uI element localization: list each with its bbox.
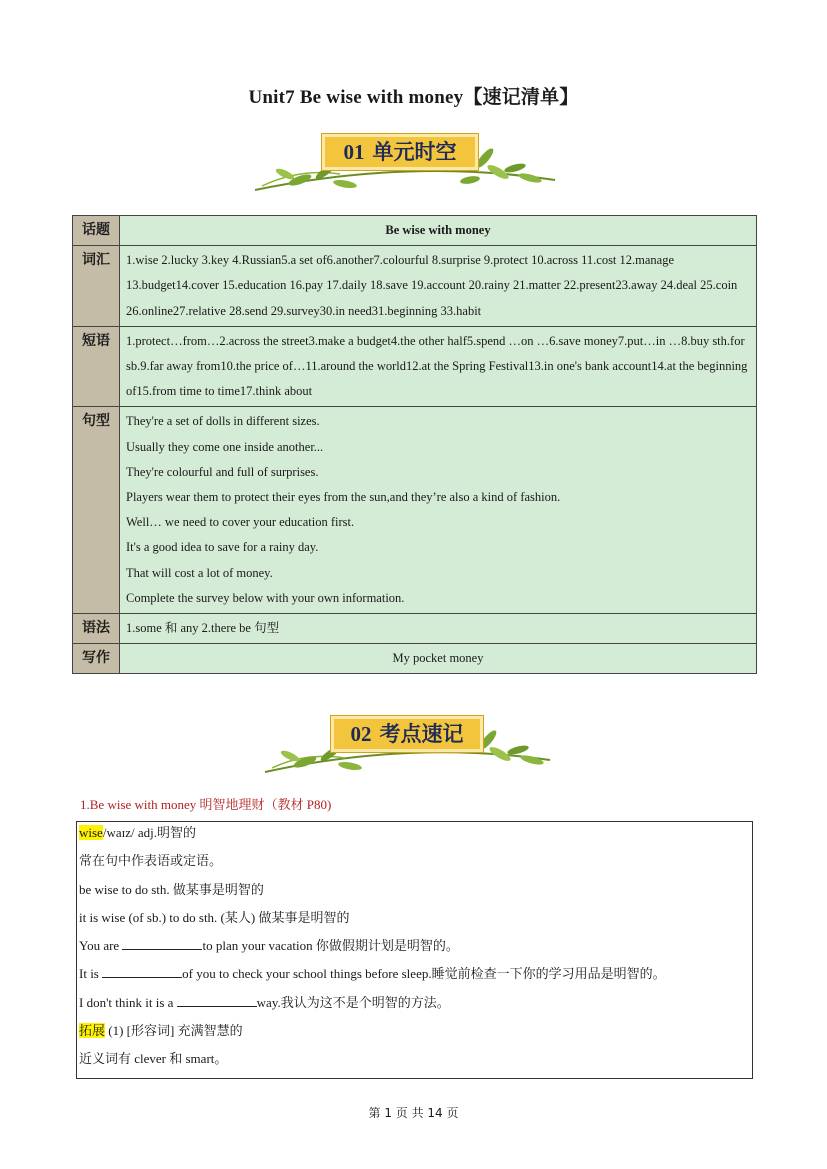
answer-blank[interactable] <box>102 965 182 978</box>
extension-text: (1) [形容词] 充满智慧的 <box>108 1023 243 1039</box>
row-label: 句型 <box>73 407 120 614</box>
row-label: 语法 <box>73 614 120 644</box>
row-label: 话题 <box>73 216 120 246</box>
row-content <box>120 407 757 614</box>
table-row-vocabulary <box>73 246 757 327</box>
table-row-grammar <box>73 614 757 644</box>
sentence: Complete the survey below with your own information. <box>126 590 405 605</box>
summary-table <box>72 215 757 674</box>
row-label: 词汇 <box>73 246 120 327</box>
section-badge-2 <box>0 710 827 782</box>
section-badge-1 <box>0 128 827 200</box>
exercise-text: way.我认为这不是个明智的方法。 <box>256 994 450 1010</box>
row-content: 1.some 和 any 2.there be 句型 <box>120 614 757 644</box>
highlighted-word: wise <box>79 825 103 840</box>
table-row-sentences <box>73 407 757 614</box>
row-label: 短语 <box>73 326 120 407</box>
section-number: 02 <box>350 722 372 746</box>
sentence: They're a set of dolls in different sizes. <box>126 414 320 429</box>
sentence: That will cost a lot of money. <box>126 565 273 580</box>
synonyms-line: 近义词有 clever 和 smart。 <box>79 1051 228 1067</box>
table-row-phrases <box>73 326 757 407</box>
sentence: Well… we need to cover your education first. <box>126 515 355 530</box>
row-content: 1.wise 2.lucky 3.key 4.Russian5.a set of6.another7.colourful 8.surprise 9.protect 10.across 11.cost 12.manage 13.budget14.cover 15.education 16.pay 17.daily 18.save 19.account 20.rainy 21.matter 22.present23.away 24.deal 25.coin 26.online27.relative 28.send 29.survey30.in need31.beginning 33.habit <box>120 246 757 327</box>
exercise-text: I don't think it is a <box>79 994 174 1010</box>
row-content: My pocket money <box>120 644 757 674</box>
answer-blank[interactable] <box>122 937 202 950</box>
page-footer: 第 1 页 共 14 页 <box>368 1106 459 1120</box>
section-label: 考点速记 <box>379 722 464 746</box>
exercise-text: to plan your vacation 你做假期计划是明智的。 <box>202 938 459 954</box>
pattern-2: it is wise (of sb.) to do sth. (某人) 做某事是明智的 <box>79 909 350 925</box>
table-row-writing <box>73 644 757 674</box>
extension-label: 拓展 <box>79 1023 106 1039</box>
sentence: It's a good idea to save for a rainy day. <box>126 540 319 555</box>
extension-line <box>79 1020 752 1048</box>
exercise-text: of you to check your school things before sleep.睡觉前检查一下你的学习用品是明智的。 <box>182 966 666 982</box>
point-heading: 1.Be wise with money 明智地理财（教材 P80) <box>80 797 332 812</box>
exercise-1 <box>79 935 752 963</box>
word-line <box>79 822 752 850</box>
phonetic: /waɪz/ adj.明智的 <box>102 825 196 840</box>
point-box <box>76 821 753 1079</box>
row-content: Be wise with money <box>120 216 757 246</box>
row-content: 1.protect…from…2.across the street3.make a budget4.the other half5.spend …on …6.save money7.put…in …8.buy sth.for sb.9.far away from10.the price of…11.around the world12.at the Spring Festival13.in one's bank account14.at the beginning of15.from time to time17.think about <box>120 326 757 407</box>
sentence: Players wear them to protect their eyes from the sun,and they’re also a kind of fashion. <box>126 490 561 505</box>
exercise-2 <box>79 963 752 991</box>
section-label: 单元时空 <box>372 140 457 164</box>
exercise-text: It is <box>79 966 99 982</box>
sentence: They're colourful and full of surprises. <box>126 464 319 479</box>
page-title: Unit7 Be wise with money【速记清单】 <box>248 87 579 108</box>
section-number: 01 <box>343 140 365 164</box>
row-label: 写作 <box>73 644 120 674</box>
sentence: Usually they come one inside another... <box>126 439 324 454</box>
pattern-1: be wise to do sth. 做某事是明智的 <box>79 881 264 897</box>
exercise-text: You are <box>79 938 120 954</box>
table-row-topic <box>73 216 757 246</box>
usage-note: 常在句中作表语或定语。 <box>79 853 223 869</box>
exercise-3 <box>79 992 752 1020</box>
answer-blank[interactable] <box>177 994 257 1007</box>
